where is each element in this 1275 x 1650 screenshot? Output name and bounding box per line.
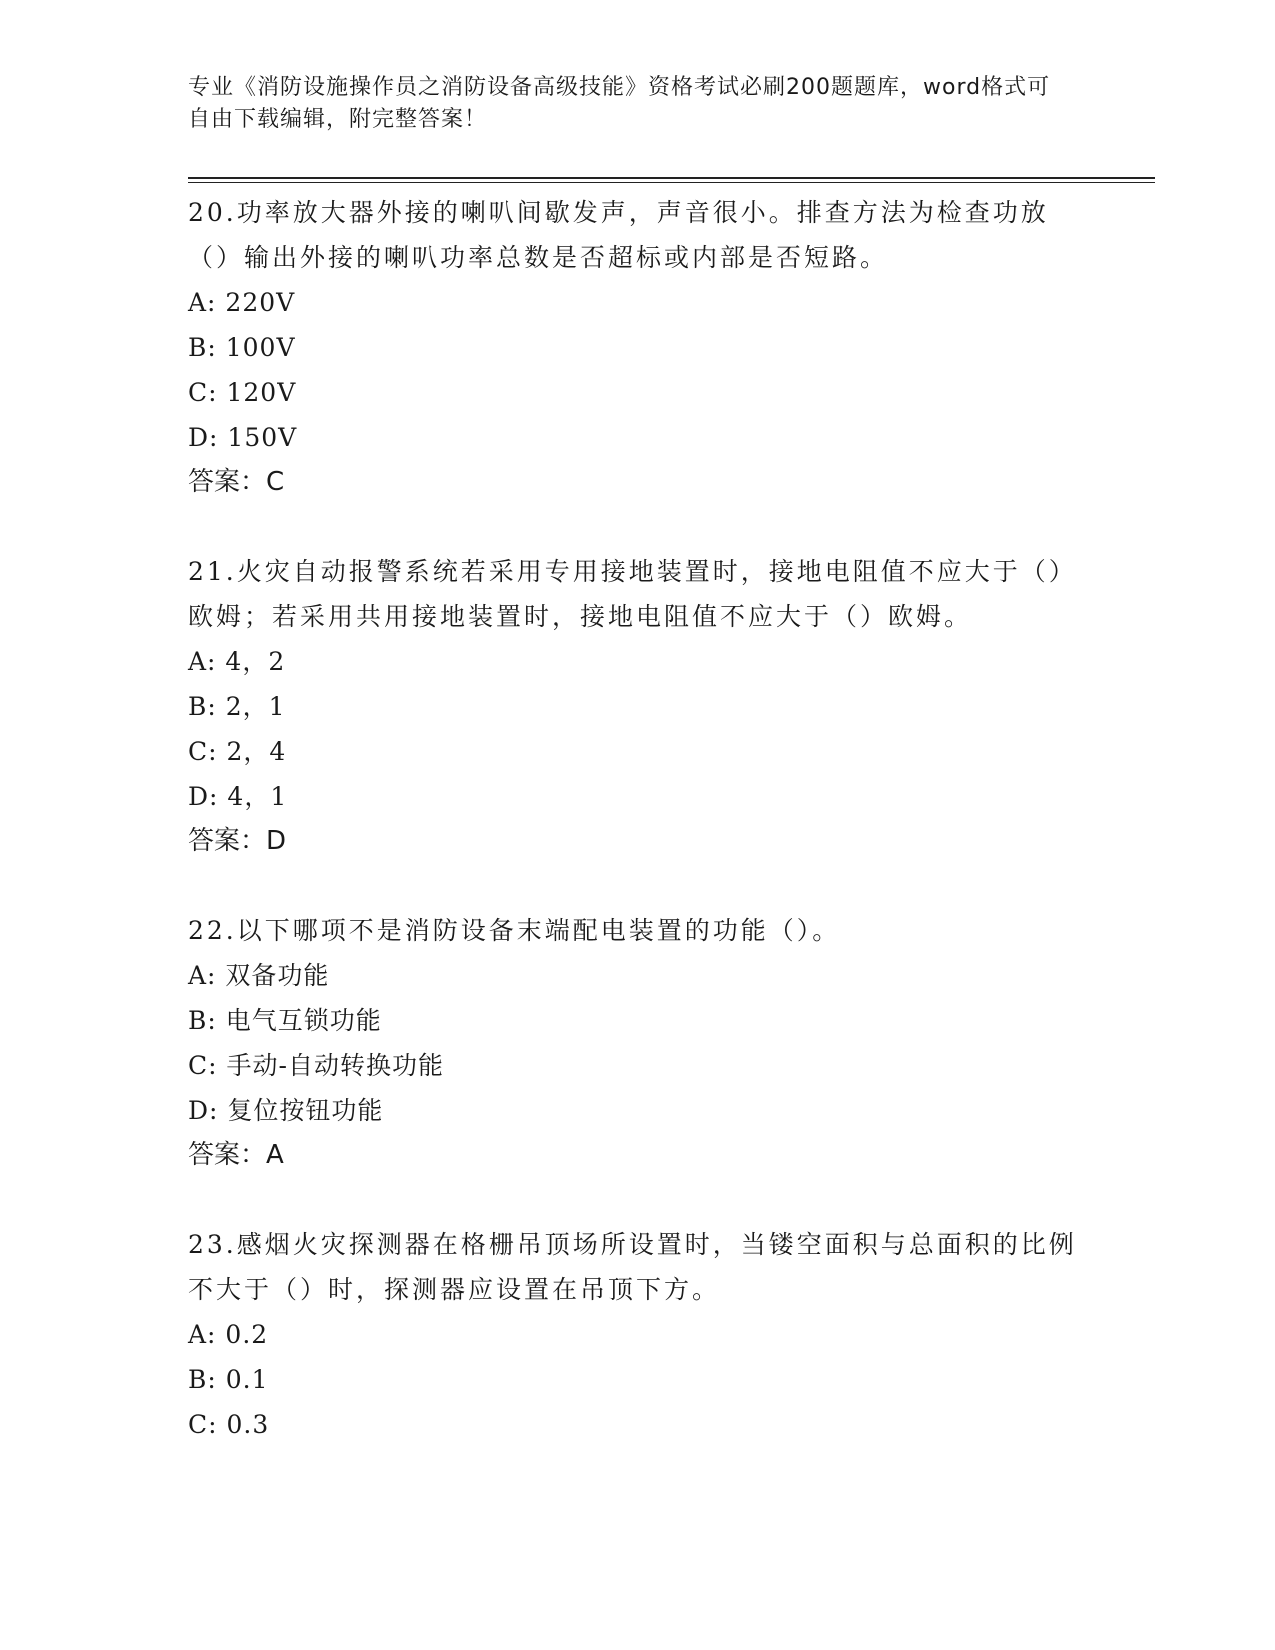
question-21 xyxy=(188,549,1088,864)
header-divider-thick xyxy=(188,177,1155,179)
question-text: 22.以下哪项不是消防设备末端配电装置的功能（）。 xyxy=(188,916,841,945)
question-23 xyxy=(188,1222,1088,1447)
option-c: C: 手动-自动转换功能 xyxy=(188,1051,444,1080)
question-text: 23.感烟火灾探测器在格栅吊顶场所设置时，当镂空面积与总面积的比例不大于（）时，探测器应设置在吊顶下方。 xyxy=(188,1230,1077,1304)
document-header: 专业《消防设施操作员之消防设备高级技能》资格考试必刷200题题库，word格式可自由下载编辑，附完整答案！ xyxy=(188,75,1051,132)
option-b: B: 2，1 xyxy=(188,692,286,721)
option-c: C: 120V xyxy=(188,378,297,407)
option-d: D: 4，1 xyxy=(188,782,288,811)
option-d: D: 复位按钮功能 xyxy=(188,1096,384,1125)
option-b: B: 100V xyxy=(188,333,296,362)
option-b: B: 0.1 xyxy=(188,1365,269,1394)
option-a: A: 双备功能 xyxy=(188,961,330,990)
option-d: D: 150V xyxy=(188,423,298,452)
option-b: B: 电气互锁功能 xyxy=(188,1006,382,1035)
option-c: C: 0.3 xyxy=(188,1410,270,1439)
question-22 xyxy=(188,908,1088,1178)
answer-line: 答案：A xyxy=(188,1140,284,1170)
answer-line: 答案：C xyxy=(188,467,285,497)
option-c: C: 2，4 xyxy=(188,737,287,766)
option-a: A: 4，2 xyxy=(188,647,286,676)
question-text: 20.功率放大器外接的喇叭间歇发声，声音很小。排查方法为检查功放（）输出外接的喇叭功率总数是否超标或内部是否短路。 xyxy=(188,198,1049,272)
answer-line: 答案：D xyxy=(188,826,287,856)
question-list xyxy=(188,190,1088,1491)
option-a: A: 220V xyxy=(188,288,296,317)
header-divider-thin xyxy=(188,182,1155,183)
question-20 xyxy=(188,190,1088,505)
option-a: A: 0.2 xyxy=(188,1320,269,1349)
question-text: 21.火灾自动报警系统若采用专用接地装置时，接地电阻值不应大于（）欧姆；若采用共用接地装置时，接地电阻值不应大于（）欧姆。 xyxy=(188,557,1077,631)
